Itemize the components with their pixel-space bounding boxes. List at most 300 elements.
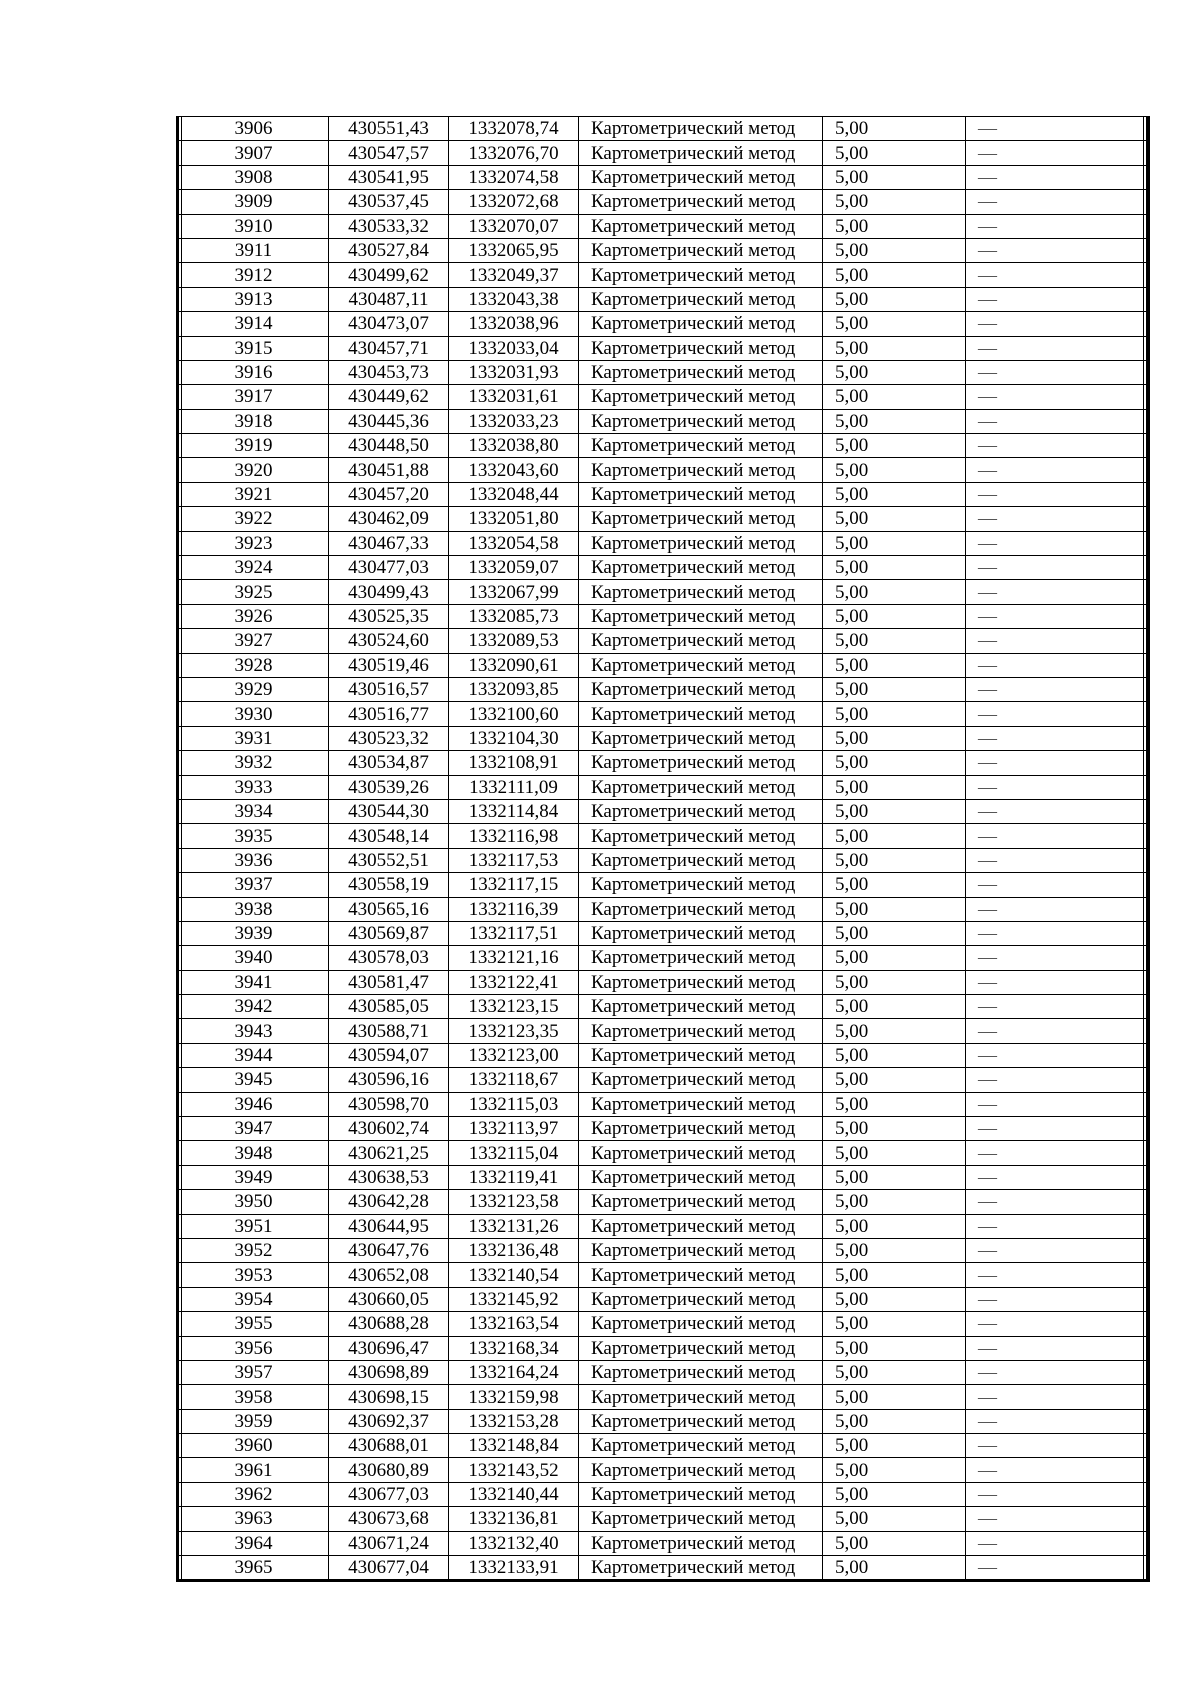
table-row [179,1141,1147,1165]
method-cell: Картометрический метод [579,458,823,482]
note-cell: — [966,1287,1147,1311]
x-coordinate-cell: 430588,71 [329,1019,449,1043]
x-coordinate-cell: 430602,74 [329,1117,449,1141]
y-coordinate-cell: 1332153,28 [449,1409,579,1433]
point-number-cell: 3911 [179,238,329,262]
table-row [179,238,1147,262]
method-cell: Картометрический метод [579,726,823,750]
note-cell: — [966,677,1147,701]
table-row [179,946,1147,970]
point-number-cell: 3915 [179,336,329,360]
note-cell: — [966,921,1147,945]
table-row [179,921,1147,945]
point-number-cell: 3935 [179,824,329,848]
table-row [179,970,1147,994]
y-coordinate-cell: 1332117,51 [449,921,579,945]
error-cell: 5,00 [823,531,966,555]
table-row [179,190,1147,214]
method-cell: Картометрический метод [579,507,823,531]
method-cell: Картометрический метод [579,482,823,506]
method-cell: Картометрический метод [579,1482,823,1506]
point-number-cell: 3941 [179,970,329,994]
y-coordinate-cell: 1332076,70 [449,141,579,165]
x-coordinate-cell: 430673,68 [329,1507,449,1531]
error-cell: 5,00 [823,1507,966,1531]
note-cell: — [966,1117,1147,1141]
x-coordinate-cell: 430696,47 [329,1336,449,1360]
note-cell: — [966,507,1147,531]
note-cell: — [966,1068,1147,1092]
x-coordinate-cell: 430692,37 [329,1409,449,1433]
y-coordinate-cell: 1332043,38 [449,287,579,311]
y-coordinate-cell: 1332163,54 [449,1312,579,1336]
method-cell: Картометрический метод [579,629,823,653]
error-cell: 5,00 [823,238,966,262]
y-coordinate-cell: 1332115,03 [449,1092,579,1116]
error-cell: 5,00 [823,287,966,311]
point-number-cell: 3951 [179,1214,329,1238]
x-coordinate-cell: 430451,88 [329,458,449,482]
y-coordinate-cell: 1332043,60 [449,458,579,482]
error-cell: 5,00 [823,1263,966,1287]
x-coordinate-cell: 430585,05 [329,995,449,1019]
method-cell: Картометрический метод [579,946,823,970]
x-coordinate-cell: 430448,50 [329,434,449,458]
note-cell: — [966,629,1147,653]
y-coordinate-cell: 1332164,24 [449,1360,579,1384]
method-cell: Картометрический метод [579,653,823,677]
error-cell: 5,00 [823,995,966,1019]
point-number-cell: 3926 [179,604,329,628]
note-cell: — [966,1385,1147,1409]
error-cell: 5,00 [823,775,966,799]
y-coordinate-cell: 1332100,60 [449,702,579,726]
y-coordinate-cell: 1332070,07 [449,214,579,238]
point-number-cell: 3907 [179,141,329,165]
point-number-cell: 3961 [179,1458,329,1482]
table-row [179,1556,1147,1580]
y-coordinate-cell: 1332159,98 [449,1385,579,1409]
x-coordinate-cell: 430642,28 [329,1190,449,1214]
note-cell: — [966,312,1147,336]
error-cell: 5,00 [823,799,966,823]
method-cell: Картометрический метод [579,1092,823,1116]
method-cell: Картометрический метод [579,1165,823,1189]
note-cell: — [966,1092,1147,1116]
note-cell: — [966,1263,1147,1287]
y-coordinate-cell: 1332072,68 [449,190,579,214]
x-coordinate-cell: 430680,89 [329,1458,449,1482]
error-cell: 5,00 [823,336,966,360]
y-coordinate-cell: 1332118,67 [449,1068,579,1092]
error-cell: 5,00 [823,1092,966,1116]
table-body [179,117,1147,1580]
y-coordinate-cell: 1332038,96 [449,312,579,336]
method-cell: Картометрический метод [579,1190,823,1214]
point-number-cell: 3956 [179,1336,329,1360]
table-row [179,1190,1147,1214]
y-coordinate-cell: 1332067,99 [449,580,579,604]
note-cell: — [966,653,1147,677]
table-row [179,336,1147,360]
y-coordinate-cell: 1332148,84 [449,1434,579,1458]
note-cell: — [966,1312,1147,1336]
x-coordinate-cell: 430596,16 [329,1068,449,1092]
error-cell: 5,00 [823,873,966,897]
method-cell: Картометрический метод [579,1117,823,1141]
table-row [179,507,1147,531]
note-cell: — [966,873,1147,897]
y-coordinate-cell: 1332111,09 [449,775,579,799]
note-cell: — [966,946,1147,970]
y-coordinate-cell: 1332059,07 [449,556,579,580]
method-cell: Картометрический метод [579,117,823,141]
table-row [179,458,1147,482]
method-cell: Картометрический метод [579,751,823,775]
note-cell: — [966,360,1147,384]
point-number-cell: 3946 [179,1092,329,1116]
x-coordinate-cell: 430677,04 [329,1556,449,1580]
error-cell: 5,00 [823,1117,966,1141]
note-cell: — [966,1482,1147,1506]
point-number-cell: 3957 [179,1360,329,1384]
note-cell: — [966,995,1147,1019]
table-row [179,1531,1147,1555]
point-number-cell: 3932 [179,751,329,775]
method-cell: Картометрический метод [579,1434,823,1458]
method-cell: Картометрический метод [579,409,823,433]
method-cell: Картометрический метод [579,1214,823,1238]
note-cell: — [966,775,1147,799]
error-cell: 5,00 [823,409,966,433]
y-coordinate-cell: 1332168,34 [449,1336,579,1360]
point-number-cell: 3942 [179,995,329,1019]
note-cell: — [966,970,1147,994]
note-cell: — [966,1165,1147,1189]
x-coordinate-cell: 430457,20 [329,482,449,506]
table-row [179,1287,1147,1311]
note-cell: — [966,1556,1147,1580]
x-coordinate-cell: 430660,05 [329,1287,449,1311]
error-cell: 5,00 [823,141,966,165]
y-coordinate-cell: 1332117,15 [449,873,579,897]
x-coordinate-cell: 430449,62 [329,385,449,409]
y-coordinate-cell: 1332031,93 [449,360,579,384]
method-cell: Картометрический метод [579,1409,823,1433]
x-coordinate-cell: 430698,89 [329,1360,449,1384]
table-row [179,1482,1147,1506]
x-coordinate-cell: 430527,84 [329,238,449,262]
method-cell: Картометрический метод [579,214,823,238]
x-coordinate-cell: 430548,14 [329,824,449,848]
x-coordinate-cell: 430598,70 [329,1092,449,1116]
point-number-cell: 3929 [179,677,329,701]
table-row [179,629,1147,653]
note-cell: — [966,434,1147,458]
note-cell: — [966,751,1147,775]
x-coordinate-cell: 430445,36 [329,409,449,433]
point-number-cell: 3953 [179,1263,329,1287]
method-cell: Картометрический метод [579,970,823,994]
method-cell: Картометрический метод [579,604,823,628]
point-number-cell: 3916 [179,360,329,384]
table-row [179,1043,1147,1067]
point-number-cell: 3965 [179,1556,329,1580]
method-cell: Картометрический метод [579,141,823,165]
x-coordinate-cell: 430698,15 [329,1385,449,1409]
x-coordinate-cell: 430688,28 [329,1312,449,1336]
table-row [179,873,1147,897]
table-row [179,726,1147,750]
error-cell: 5,00 [823,1312,966,1336]
y-coordinate-cell: 1332136,48 [449,1238,579,1262]
error-cell: 5,00 [823,507,966,531]
method-cell: Картометрический метод [579,1531,823,1555]
x-coordinate-cell: 430621,25 [329,1141,449,1165]
error-cell: 5,00 [823,1068,966,1092]
method-cell: Картометрический метод [579,580,823,604]
table-row [179,434,1147,458]
x-coordinate-cell: 430519,46 [329,653,449,677]
error-cell: 5,00 [823,677,966,701]
method-cell: Картометрический метод [579,702,823,726]
table-row [179,117,1147,141]
x-coordinate-cell: 430558,19 [329,873,449,897]
error-cell: 5,00 [823,726,966,750]
method-cell: Картометрический метод [579,1458,823,1482]
x-coordinate-cell: 430688,01 [329,1434,449,1458]
table-row [179,677,1147,701]
x-coordinate-cell: 430499,62 [329,263,449,287]
point-number-cell: 3923 [179,531,329,555]
point-number-cell: 3921 [179,482,329,506]
x-coordinate-cell: 430647,76 [329,1238,449,1262]
y-coordinate-cell: 1332078,74 [449,117,579,141]
x-coordinate-cell: 430457,71 [329,336,449,360]
method-cell: Картометрический метод [579,1019,823,1043]
point-number-cell: 3928 [179,653,329,677]
y-coordinate-cell: 1332132,40 [449,1531,579,1555]
error-cell: 5,00 [823,190,966,214]
method-cell: Картометрический метод [579,287,823,311]
point-number-cell: 3962 [179,1482,329,1506]
note-cell: — [966,482,1147,506]
method-cell: Картометрический метод [579,897,823,921]
y-coordinate-cell: 1332123,00 [449,1043,579,1067]
table-row [179,1434,1147,1458]
point-number-cell: 3948 [179,1141,329,1165]
point-number-cell: 3917 [179,385,329,409]
table-row [179,1238,1147,1262]
note-cell: — [966,287,1147,311]
point-number-cell: 3937 [179,873,329,897]
y-coordinate-cell: 1332133,91 [449,1556,579,1580]
note-cell: — [966,1043,1147,1067]
x-coordinate-cell: 430467,33 [329,531,449,555]
method-cell: Картометрический метод [579,921,823,945]
point-number-cell: 3918 [179,409,329,433]
x-coordinate-cell: 430533,32 [329,214,449,238]
note-cell: — [966,1190,1147,1214]
error-cell: 5,00 [823,921,966,945]
table-row [179,1117,1147,1141]
method-cell: Картометрический метод [579,1385,823,1409]
x-coordinate-cell: 430516,57 [329,677,449,701]
note-cell: — [966,190,1147,214]
x-coordinate-cell: 430524,60 [329,629,449,653]
method-cell: Картометрический метод [579,848,823,872]
note-cell: — [966,799,1147,823]
error-cell: 5,00 [823,263,966,287]
method-cell: Картометрический метод [579,799,823,823]
point-number-cell: 3922 [179,507,329,531]
y-coordinate-cell: 1332031,61 [449,385,579,409]
method-cell: Картометрический метод [579,385,823,409]
x-coordinate-cell: 430523,32 [329,726,449,750]
y-coordinate-cell: 1332143,52 [449,1458,579,1482]
method-cell: Картометрический метод [579,1287,823,1311]
x-coordinate-cell: 430652,08 [329,1263,449,1287]
note-cell: — [966,897,1147,921]
y-coordinate-cell: 1332115,04 [449,1141,579,1165]
note-cell: — [966,458,1147,482]
error-cell: 5,00 [823,946,966,970]
y-coordinate-cell: 1332049,37 [449,263,579,287]
coordinates-table [178,116,1147,1580]
point-number-cell: 3943 [179,1019,329,1043]
error-cell: 5,00 [823,1360,966,1384]
method-cell: Картометрический метод [579,1556,823,1580]
error-cell: 5,00 [823,1531,966,1555]
error-cell: 5,00 [823,653,966,677]
error-cell: 5,00 [823,312,966,336]
table-row [179,263,1147,287]
note-cell: — [966,214,1147,238]
error-cell: 5,00 [823,1214,966,1238]
table-row [179,702,1147,726]
note-cell: — [966,117,1147,141]
y-coordinate-cell: 1332090,61 [449,653,579,677]
error-cell: 5,00 [823,1019,966,1043]
error-cell: 5,00 [823,629,966,653]
note-cell: — [966,238,1147,262]
error-cell: 5,00 [823,360,966,384]
table-row [179,1336,1147,1360]
point-number-cell: 3914 [179,312,329,336]
table-row [179,409,1147,433]
error-cell: 5,00 [823,556,966,580]
x-coordinate-cell: 430499,43 [329,580,449,604]
y-coordinate-cell: 1332051,80 [449,507,579,531]
error-cell: 5,00 [823,1385,966,1409]
table-row [179,482,1147,506]
error-cell: 5,00 [823,1043,966,1067]
note-cell: — [966,1409,1147,1433]
note-cell: — [966,702,1147,726]
method-cell: Картометрический метод [579,1263,823,1287]
table-row [179,653,1147,677]
table-row [179,531,1147,555]
table-row [179,897,1147,921]
table-row [179,165,1147,189]
table-row [179,214,1147,238]
y-coordinate-cell: 1332114,84 [449,799,579,823]
method-cell: Картометрический метод [579,190,823,214]
error-cell: 5,00 [823,1165,966,1189]
table-row [179,1409,1147,1433]
y-coordinate-cell: 1332116,98 [449,824,579,848]
method-cell: Картометрический метод [579,531,823,555]
x-coordinate-cell: 430677,03 [329,1482,449,1506]
y-coordinate-cell: 1332122,41 [449,970,579,994]
note-cell: — [966,1458,1147,1482]
error-cell: 5,00 [823,1409,966,1433]
point-number-cell: 3949 [179,1165,329,1189]
note-cell: — [966,1507,1147,1531]
y-coordinate-cell: 1332117,53 [449,848,579,872]
y-coordinate-cell: 1332116,39 [449,897,579,921]
error-cell: 5,00 [823,1336,966,1360]
point-number-cell: 3936 [179,848,329,872]
x-coordinate-cell: 430551,43 [329,117,449,141]
method-cell: Картометрический метод [579,165,823,189]
table-row [179,1092,1147,1116]
table-row [179,799,1147,823]
x-coordinate-cell: 430534,87 [329,751,449,775]
error-cell: 5,00 [823,848,966,872]
note-cell: — [966,1360,1147,1384]
note-cell: — [966,848,1147,872]
x-coordinate-cell: 430462,09 [329,507,449,531]
table-row [179,287,1147,311]
x-coordinate-cell: 430525,35 [329,604,449,628]
y-coordinate-cell: 1332123,35 [449,1019,579,1043]
x-coordinate-cell: 430581,47 [329,970,449,994]
error-cell: 5,00 [823,970,966,994]
error-cell: 5,00 [823,824,966,848]
note-cell: — [966,385,1147,409]
note-cell: — [966,141,1147,165]
method-cell: Картометрический метод [579,995,823,1019]
y-coordinate-cell: 1332113,97 [449,1117,579,1141]
error-cell: 5,00 [823,1238,966,1262]
point-number-cell: 3909 [179,190,329,214]
table-row [179,1019,1147,1043]
x-coordinate-cell: 430477,03 [329,556,449,580]
error-cell: 5,00 [823,897,966,921]
error-cell: 5,00 [823,165,966,189]
table-row [179,1507,1147,1531]
error-cell: 5,00 [823,482,966,506]
y-coordinate-cell: 1332033,04 [449,336,579,360]
y-coordinate-cell: 1332085,73 [449,604,579,628]
x-coordinate-cell: 430638,53 [329,1165,449,1189]
method-cell: Картометрический метод [579,824,823,848]
error-cell: 5,00 [823,1190,966,1214]
error-cell: 5,00 [823,1482,966,1506]
method-cell: Картометрический метод [579,1068,823,1092]
error-cell: 5,00 [823,117,966,141]
error-cell: 5,00 [823,385,966,409]
y-coordinate-cell: 1332136,81 [449,1507,579,1531]
y-coordinate-cell: 1332108,91 [449,751,579,775]
point-number-cell: 3910 [179,214,329,238]
table-row [179,580,1147,604]
error-cell: 5,00 [823,1434,966,1458]
x-coordinate-cell: 430539,26 [329,775,449,799]
note-cell: — [966,824,1147,848]
y-coordinate-cell: 1332123,15 [449,995,579,1019]
